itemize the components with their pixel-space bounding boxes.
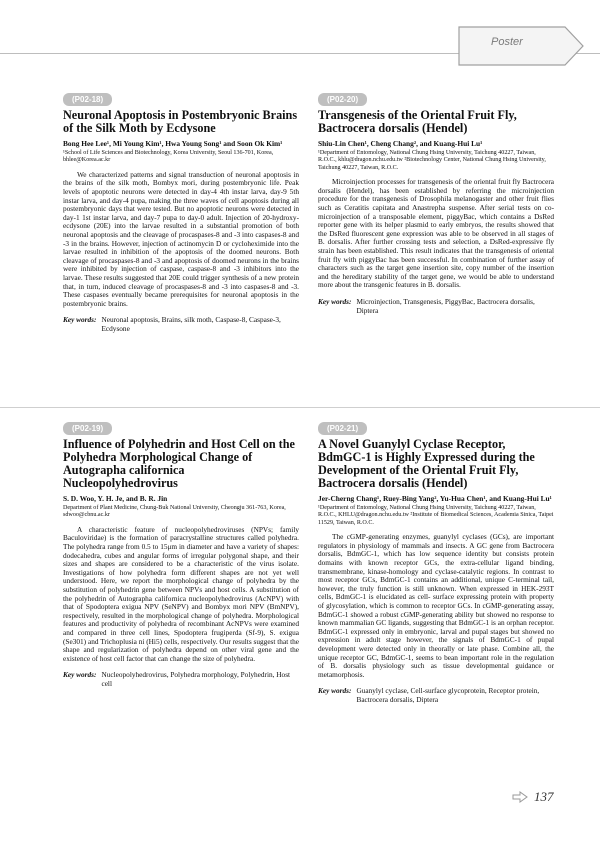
abstract-affiliation: ¹Department of Entomology, National Chung Hsing University, Taichung 40227, Taiwan, R.O.C., KHLU@dragon.nchu.edu.tw ²Institute of Biomedical Sciences, Academia Sinica, Taipei 11529, Taiwan, R.O.C. (318, 505, 554, 526)
abstract-affiliation: Department of Plant Medicine, Chung-Buk National University, Cheongju 361-763, Korea, sdwoo@cbnu.ac.kr (63, 505, 286, 519)
keywords-text: Neuronal apoptosis, Brains, silk moth, Caspase-8, Caspase-3, Ecdysone (101, 315, 281, 333)
abstract-code-badge: (P02-21) (318, 422, 367, 435)
keywords (63, 316, 299, 333)
abstract-title: A Novel Guanylyl Cyclase Receptor, BdmGC-1 is Highly Expressed during the Development of the Oriental Fruit Fly, Bactrocera dorsalis (Hendel) (318, 437, 535, 490)
abstract-code-badge: (P02-19) (63, 422, 112, 435)
keywords (63, 671, 299, 688)
abstract-authors: S. D. Woo, Y. H. Je, and B. R. Jin (63, 494, 168, 503)
arrow-right-icon (512, 791, 528, 803)
abstract-block-p02-20 (318, 89, 554, 315)
abstract-authors: Shiu-Lin Chen¹, Cheng Chang², and Kuang-Hui Lu¹ (318, 139, 483, 148)
keywords-text: Guanylyl cyclase, Cell-surface glycoprotein, Receptor protein, Bactrocera dorsalis, Diptera (356, 686, 540, 704)
abstract-block-p02-21 (318, 418, 554, 705)
keywords-label: Key words: (63, 315, 97, 325)
abstract-body: We characterized patterns and signal transduction of neuronal apoptosis in the brains of the silk moth, Bombyx mori, during postembryonic life. Peak levels of apoptotic neurons were detected in day-4 4th instar larva, day-9 5th instar larva, and day-4 pupa, making the three waves of cell apoptosis during all postembryonic days that were tested. But no apoptotic neurons were detected in day-1 1st instar larva, and day-7 pupa to day-0 adult. Injection of 20-hydroxy-ecdysone (20E) into the larvae resulted in a substantial promotion of both neuronal apoptosis and the cleavage of procaspases-8 and -3 into caspases-8 and -3 in the brains. However, injection of actinomycin D or cycloheximide into the larvae resulted in inhibition of the apoptosis of the doomed neurons. Both cleavage of procaspases-8 and -3 and apoptosis of doomed neurons in the brains were inhibited by injection of caspase, caspase-8 and -3 inhibitors into the larvae. These results suggested that 20E could trigger synthesis of a new protein that, in turn, induced cleavage of procaspases-8 and -3 into caspases-8 and -3. These caspases eventually became prerequisites for neuronal apoptosis in the postembryonic brains. (63, 169, 299, 308)
abstract-block-p02-19 (63, 418, 299, 689)
abstract-affiliation: ¹School of Life Sciences and Biotechnology, Korea University, Seoul 136-701, Korea, bhlee@Korea.ac.kr (63, 150, 274, 164)
abstract-affiliation: ¹Department of Entomology, National Chung Hsing University, Taichung 40227, Taiwan, R.O.C., khlu@dragon.nchu.edu.tw ²Biotechnology Center, National Chung Hsing University, Taichung 40227, Taiwan, R.O.C. (318, 150, 546, 171)
abstract-body: Microinjection processes for transgenesis of the oriental fruit fly Bactrocera dorsalis (Hendel), has been established by referring the microinjection procedure for the transgenesis of Drosophila melanogaster and other fruit flies such as Ceratitis capitata and Anastrepha suspense. After serial tests on co-microinjection of a transposable element, piggyBac, which contains a DsRed reporter gene with its helper plasmid to early embryos, the results showed that the DsRed fluorescent gene expression was able to be observed in all stages of B. dorsalis. After further crossing tests and selection, a DsRed-expressive fly strain has been established. This result indicates that the transgenesis of oriental fruit fly with piggyBac has been successful. In combination of further assay of characters such as the target gene insertion site, copy number of the insertion and the hereditary stability of the target gene, we would be able to understand more about the transgenic features in B. dorsalis. (318, 177, 554, 290)
keywords-label: Key words: (318, 296, 352, 306)
abstract-code-badge: (P02-18) (63, 93, 112, 106)
abstract-title: Transgenesis of the Oriental Fruit Fly, Bactrocera dorsalis (Hendel) (318, 108, 517, 135)
section-tab (457, 25, 585, 67)
abstract-code-badge: (P02-20) (318, 93, 367, 106)
keywords-text: Nucleopolyhedrovirus, Polyhedra morphology, Polyhedrin, Host cell (101, 670, 291, 688)
abstract-title: Influence of Polyhedrin and Host Cell on the Polyhedra Morphological Change of Autographa californica Nucleopolyhedrovirus (63, 437, 295, 490)
abstract-body: A characteristic feature of nucleopolyhedroviruses (NPVs; family Baculoviridae) is the formation of paracrystalline structures called polyhedra. The polyhedra range from 0.5 to 15μm in diameter and have a variety of shapes: dodecahedra, cubes and angular forms of irregular polygonal shape, and their sizes and shapes are considered to be a characteristic of the virus isolate. Investigations of how polyhedra form different shapes are not yet well understood. Here, we report the morphological change of polyhedra by the substitution of polyhedrin gene between NPVs and host cells. A substitution of the polyhedrin of Autographa californica nucleopolyhedrovirus (AcNPV) with that of Spodoptera exigua NPV (SeNPV) and Bombyx mori NPV (BmNPV), respectively, resulted in the morphological change of polyhedra. Morphological features and productivity of polyhedra of recombinant AcNPVs were examined and compared in three cell lines, Spodoptera frugiperda (Sf-9), S. exigua (Se301) and Trichoplusia ni (Hi5) cells, respectively. Our results suggest that the shape and regularization of polyhedra depend on other viral gene and the existence of host cell factor that can change the size of polyhedra. (63, 524, 299, 663)
section-label: Poster (491, 36, 523, 48)
row-divider (0, 407, 600, 408)
abstract-block-p02-18 (63, 89, 299, 334)
abstract-authors: Jer-Cherng Chang¹, Ruey-Bing Yang², Yu-Hua Chen¹, and Kuang-Hui Lu¹ (318, 494, 552, 503)
keywords (318, 687, 554, 704)
abstract-authors: Bong Hee Lee¹, Mi Young Kim¹, Hwa Young Song¹ and Soon Ok Kim¹ (63, 139, 283, 148)
keywords (318, 298, 554, 315)
keywords-text: Microinjection, Transgenesis, PiggyBac, Bactrocera dorsalis, Diptera (356, 296, 535, 315)
keywords-label: Key words: (63, 670, 97, 680)
abstract-title: Neuronal Apoptosis in Postembryonic Brains of the Silk Moth by Ecdysone (63, 108, 298, 135)
page-number: 137 (534, 789, 554, 804)
abstract-body: The cGMP-generating enzymes, guanylyl cyclases (GCs), are important regulators in physiology of mammals and insects. A GC gene from Bactrocera dorsalis, BdmGC-1, which has low sequence identity but consists protein domains with known receptor GCs, the extra-cellular ligand binding, transmembrane, kinase-homology and cyclase-catalytic regions. In contrast to most receptor GCs, BdmGC-1 contains an additional, unique C-terminal tail, however, the truly function is still unknown. When expressed in HEK-293T cells, BdmGC-1 is elucidated as cell- surface expressing protein with property of glycosylation, which is common to receptor GCs. In cGMP-generating assay, BdmGC-1 showed a robust cGMP-generating ability but showed no response to known mammalian GC ligands, suggesting that BdmGC-1 is an orphan receptor. BdmGC-1 expressed only in embryonic, larval and pupal stages but showed no expression in adult stage however, the signals of BdmGC-1 of pupal development were detected only in theorally or late phase. Combine all, the unique receptor GC, BdmGC-1, seems to bean important role in the regulation of B. dorsalis physiology such as tissue developmental guidance or metamorphosis. (318, 532, 554, 679)
keywords-label: Key words: (318, 686, 352, 696)
